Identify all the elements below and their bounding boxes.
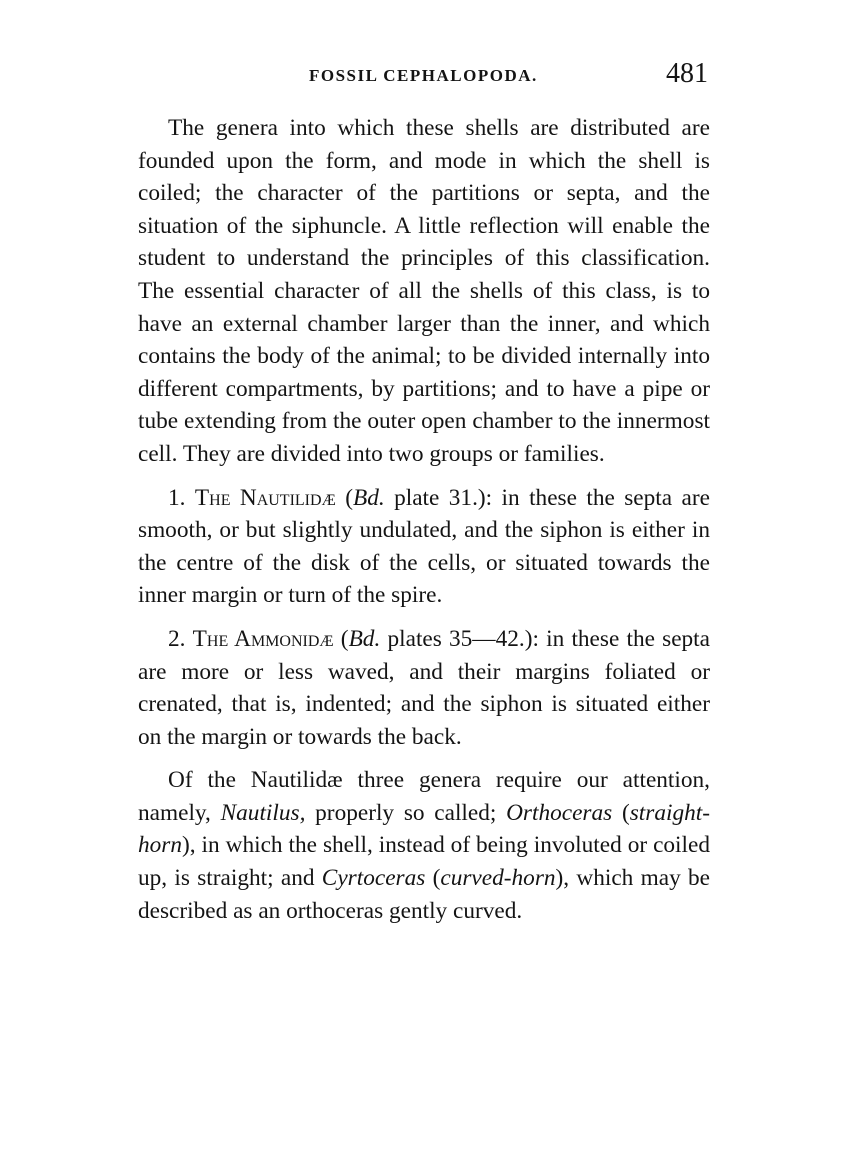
paren-open: ( xyxy=(612,799,630,826)
paragraph-genera-classification: The genera into which these shells are distributed are founded upon the form, and mode in which the shell is coiled; the character of the partitions or septa, and the situation of the siphuncle. A little reflection will enable the student to understand the principles of this classification. The essential character of all the shells of this class, is to have an external chamber larger than the inner, and which contains the body of the animal; to be divided internally into different compartments, by partitions; and to have a pipe or tube extending from the outer open chamber to the innermost cell. They are divided into two groups or families. xyxy=(138,115,710,467)
paragraph-text: Of the Nautilidæ three genera require our attention, namely, xyxy=(138,767,710,826)
plate-reference: plates 35—42.): xyxy=(380,625,539,652)
gloss-curved-horn: curved-horn xyxy=(440,865,556,892)
paren-open: ( xyxy=(425,865,441,892)
running-title: FOSSIL CEPHALOPODA. xyxy=(309,66,538,85)
genus-cyrtoceras: Cyrtoceras xyxy=(321,865,426,892)
book-page xyxy=(138,58,710,927)
genus-orthoceras: Orthoceras xyxy=(506,799,613,826)
genus-nautilus: Nautilus, xyxy=(220,799,306,826)
plate-reference: plate 31.): xyxy=(384,484,493,511)
paragraph-text: properly so called; xyxy=(305,799,507,826)
page-number: 481 xyxy=(666,58,708,89)
paragraph-text: in these the septa are smooth, or but slightly undulated, and the siphon is either in the centre of the disk of the cells, or situated towards the inner margin or turn of the spire. xyxy=(138,484,710,609)
paragraph-text: ), which may be described as an orthoceras gently curved. xyxy=(138,865,710,924)
paragraph-nautilidae-genera xyxy=(138,764,710,927)
paragraph-text: ), in which the shell, instead of being involuted or coiled up, is straight; and xyxy=(138,832,710,892)
paren-open: ( xyxy=(333,625,349,652)
paragraph-nautilidae xyxy=(138,482,710,612)
gloss-straight-horn: straight-horn xyxy=(138,799,710,859)
item-number: 2. xyxy=(168,625,186,652)
family-name-ammonidae: The Ammonidæ xyxy=(192,625,334,652)
item-number: 1. xyxy=(168,484,186,511)
paren-open: ( xyxy=(335,484,353,511)
running-head xyxy=(138,58,710,92)
paragraph-ammonidae xyxy=(138,623,710,753)
bd-abbrev: Bd. xyxy=(352,484,385,511)
paragraph-text: in these the septa are more or less waved, and their margins foliated or crenated, that is, indented; and the siphon is situated either on the margin or towards the back. xyxy=(138,625,710,750)
bd-abbrev: Bd. xyxy=(348,625,381,652)
family-name-nautilidae: The Nautilidæ xyxy=(194,484,336,511)
